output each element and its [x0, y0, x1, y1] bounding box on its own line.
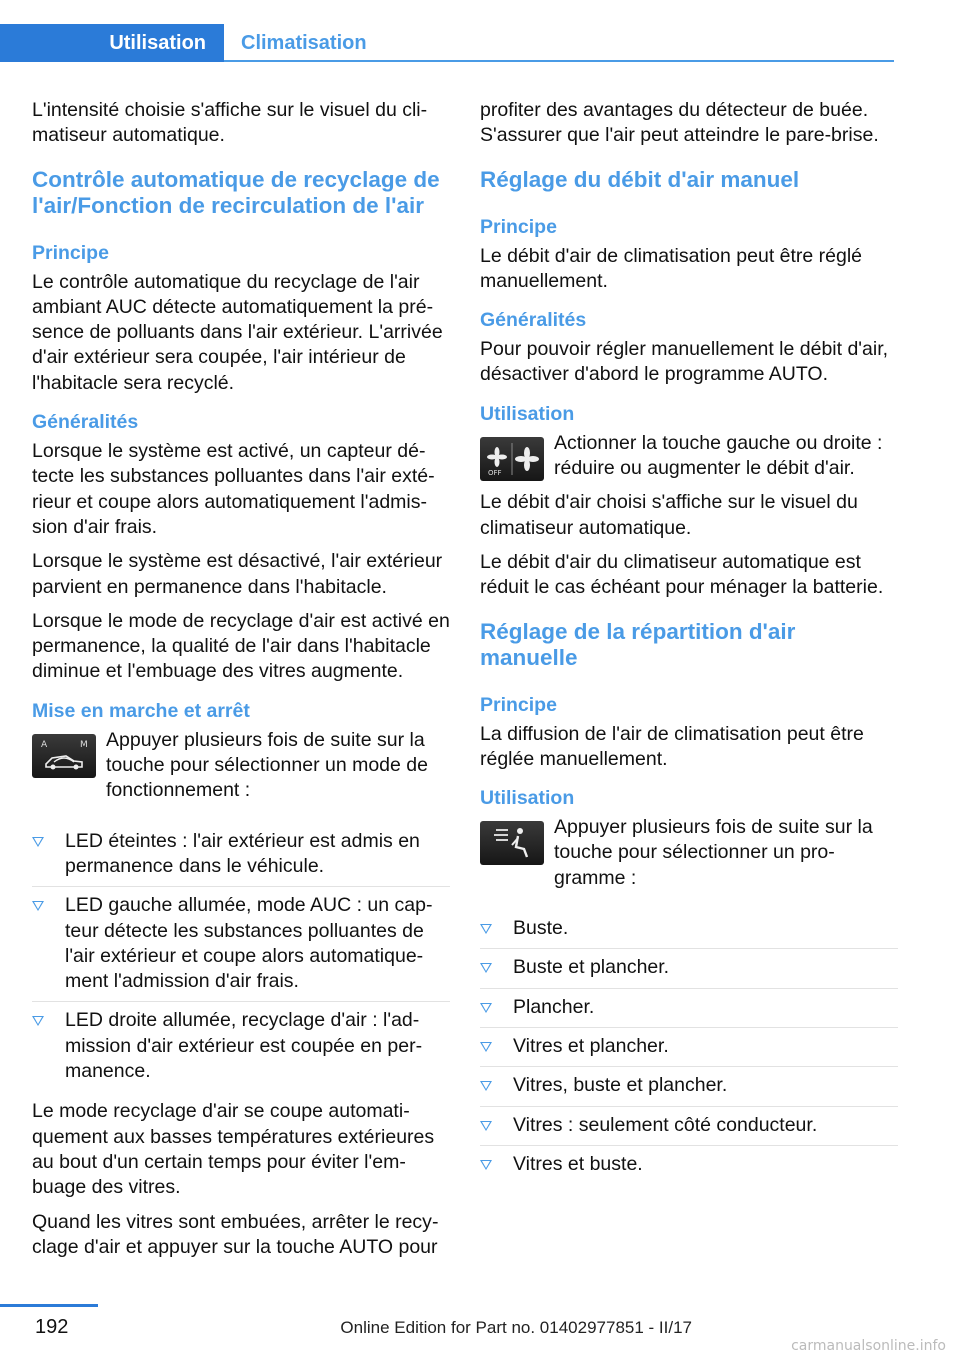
generalites-paragraph-2: Lorsque le système est désactivé, l'air extérieur parvient en permanence dans l'habitacle.	[32, 550, 443, 598]
intro-paragraph: L'intensité choisie s'affiche sur le visuel du climatiseur automatique.	[32, 99, 428, 147]
subheading-principe: Principe	[480, 693, 557, 716]
triangle-bullet-icon	[32, 901, 44, 911]
recyclage-paragraph-2: Quand les vitres sont embuées, arrêter le recyclage d'air et appuyer sur la touche AUTO pour	[32, 1210, 439, 1258]
repartition-principe-paragraph: La diffusion de l'air de climatisation peut être réglée manuellement.	[480, 722, 864, 770]
triangle-bullet-icon	[480, 1081, 492, 1091]
list-item: Vitres et plancher.	[480, 1034, 898, 1067]
auc-button-block	[32, 728, 450, 813]
triangle-bullet-icon	[480, 924, 492, 934]
right-column	[480, 98, 898, 1192]
list-item: LED gauche allumée, mode AUC : un capteur détecte les substances polluantes de l'air extérieur et coupe alors automatiquement l'admission d'air frais.	[32, 893, 450, 1002]
subheading-principe: Principe	[32, 241, 109, 264]
recyclage-paragraph-1: Le mode recyclage d'air se coupe automatiquement aux basses températures extérieures au bout d'un certain temps pour éviter l'embuage des vitres.	[32, 1100, 435, 1199]
section-heading-debit: Réglage du débit d'air manuel	[480, 166, 800, 192]
subheading-generalites: Généralités	[32, 411, 139, 434]
section-heading-auc: Contrôle automatique de recyclage de l'air/Fonction de recirculation de l'air	[32, 166, 440, 218]
list-item: Buste.	[480, 916, 898, 949]
subheading-utilisation: Utilisation	[480, 402, 575, 425]
repartition-utilisation-paragraph: Appuyer plusieurs fois de suite sur la touche pour sélectionner un programme :	[554, 816, 873, 889]
list-item: LED droite allumée, recyclage d'air : l'admission d'air extérieur est coupée en permanence.	[32, 1008, 450, 1091]
list-item: LED éteintes : l'air extérieur est admis en permanence dans le véhicule.	[32, 829, 450, 888]
subheading-mise-en-marche: Mise en marche et arrêt	[32, 699, 250, 722]
triangle-bullet-icon	[480, 1042, 492, 1052]
distribution-button-block	[480, 815, 898, 900]
page-number: 192	[35, 1316, 69, 1338]
list-item: Vitres et buste.	[480, 1152, 898, 1184]
triangle-bullet-icon	[480, 963, 492, 973]
mise-en-marche-paragraph: Appuyer plusieurs fois de suite sur la touche pour sélectionner un mode de fonctionnement :	[106, 728, 428, 802]
edition-text: Online Edition for Part no. 01402977851 - II/17	[340, 1318, 692, 1337]
watermark: carmanualsonline.info	[791, 1338, 946, 1354]
left-column	[32, 98, 450, 1269]
subheading-generalites: Généralités	[480, 309, 587, 332]
auc-left-label: A	[41, 739, 48, 750]
subheading-utilisation: Utilisation	[480, 787, 575, 810]
header-divider	[224, 60, 894, 62]
debit-battery-paragraph: Le débit d'air du climatiseur automatique est réduit le cas échéant pour ménager la batterie.	[480, 550, 884, 599]
generalites-paragraph-3: Lorsque le mode de recyclage d'air est activé en permanence, la qualité de l'air dans l'habitacle diminue et l'embuage des vitres augmente.	[32, 609, 450, 683]
triangle-bullet-icon	[32, 1016, 44, 1026]
debit-generalites-paragraph: Pour pouvoir régler manuellement le débit d'air, désactiver d'abord le programme AUTO.	[480, 338, 889, 386]
fan-speed-button-icon	[480, 437, 544, 481]
list-item: Vitres : seulement côté conducteur.	[480, 1113, 898, 1146]
list-item: Vitres, buste et plancher.	[480, 1073, 898, 1106]
fan-off-label: OFF	[488, 468, 502, 477]
subheading-principe: Principe	[480, 215, 557, 238]
list-item: Plancher.	[480, 995, 898, 1028]
triangle-bullet-icon	[480, 1003, 492, 1013]
triangle-bullet-icon	[32, 837, 44, 847]
tab-climatisation[interactable]: Climatisation	[241, 31, 367, 54]
list-item: Buste et plancher.	[480, 955, 898, 988]
program-list	[480, 916, 898, 1184]
footer-divider	[0, 1304, 98, 1307]
auc-right-label: M	[80, 739, 88, 750]
mode-list	[32, 829, 450, 1092]
debit-principe-paragraph: Le débit d'air de climatisation peut être réglé manuellement.	[480, 244, 863, 292]
triangle-bullet-icon	[480, 1121, 492, 1131]
continuation-paragraph: profiter des avantages du détecteur de buée. S'assurer que l'air peut atteindre le pare-brise.	[480, 99, 879, 147]
utilisation-paragraph: Actionner la touche gauche ou droite : réduire ou augmenter le débit d'air.	[554, 431, 883, 480]
fan-button-block	[480, 431, 898, 491]
tab-utilisation[interactable]: Utilisation	[0, 24, 224, 62]
section-heading-repartition: Réglage de la répartition d'air manuelle	[480, 618, 796, 670]
principe-paragraph: Le contrôle automatique du recyclage de l'air ambiant AUC détecte automatiquement la présence de polluants dans l'air extérieur. L'arrivée d'air extérieur sera coupée, l'air intérieur de l'habitacle sera recyclé.	[32, 270, 443, 394]
auc-recirculation-button-icon	[32, 734, 96, 778]
generalites-paragraph-1: Lorsque le système est activé, un capteur détecte les substances polluantes dans l'air extérieur et coupe alors automatiquement l'admission d'air frais.	[32, 440, 435, 538]
debit-display-paragraph: Le débit d'air choisi s'affiche sur le visuel du climatiseur automatique.	[480, 491, 858, 539]
triangle-bullet-icon	[480, 1160, 492, 1170]
page-header	[0, 0, 960, 62]
air-distribution-button-icon	[480, 821, 544, 865]
